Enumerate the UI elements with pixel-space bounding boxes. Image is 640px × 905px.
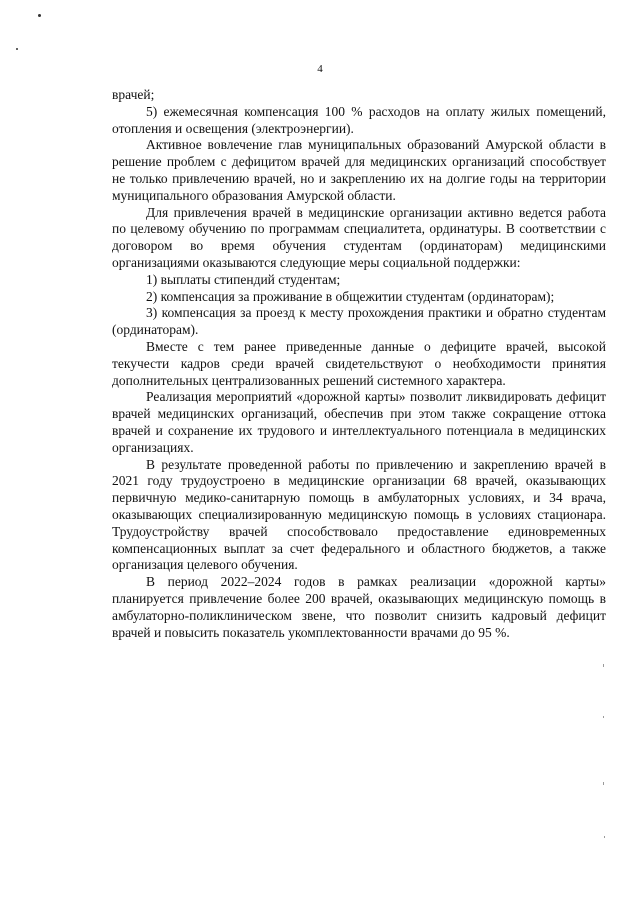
paragraph: Реализация мероприятий «дорожной карты» позволит ликвидировать дефицит врачей медицинских организаций, обеспечив при этом также сокращение оттока врачей и сохранение их трудового и интеллектуального потенциала в медицинских организациях. <box>112 389 606 455</box>
scan-edge-speck <box>603 716 604 718</box>
paragraph: Вместе с тем ранее приведенные данные о дефиците врачей, высокой текучести кадров среди врачей свидетельствуют о необходимости принятия дополнительных централизованных решений системного характера. <box>112 338 606 388</box>
paragraph: В период 2022–2024 годов в рамках реализации «дорожной карты» планируется привлечение более 200 врачей, оказывающих медицинскую помощь в амбулаторно-поликлиническом звене, что позволит снизить кадровый дефицит врачей и повысить показатель укомплектованности врачами до 95 %. <box>112 574 606 640</box>
paragraph: В результате проведенной работы по привлечению и закреплению врачей в 2021 году трудоустроено в медицинские организации 68 врачей, оказывающих первичную медико-санитарную помощь в амбулаторных условиях, и 34 врача, оказывающих специализированную медицинскую помощь в условиях стационара. Трудоустройству врачей способствовало предоставление единовременных компенсационных выплат за счет федерального и областного бюджетов, а также организация целевого обучения. <box>112 456 606 573</box>
scan-edge-speck <box>604 836 605 838</box>
list-item: 3) компенсация за проезд к месту прохождения практики и обратно студентам (ординаторам). <box>112 305 606 338</box>
scan-mark-dot <box>38 14 41 17</box>
scan-mark-dot <box>16 48 18 50</box>
page-number: 4 <box>317 63 323 75</box>
document-body <box>112 87 606 641</box>
list-item: 5) ежемесячная компенсация 100 % расходов на оплату жилых помещений, отопления и освещения (электроэнергии). <box>112 103 606 136</box>
scan-edge-speck <box>603 782 604 785</box>
scan-edge-speck <box>603 664 604 667</box>
paragraph: Активное вовлечение глав муниципальных образований Амурской области в решение проблем с дефицитом врачей для медицинских организаций способствует не только привлечению врачей, но и закреплению их на долгие годы на территории муниципального образования Амурской области. <box>112 137 606 203</box>
paragraph: Для привлечения врачей в медицинские организации активно ведется работа по целевому обучению по программам специалитета, ординатуры. В соответствии с договором во время обучения студентам (ординаторам) медицинскими организациями оказываются следующие меры социальной поддержки: <box>112 204 606 270</box>
list-item: 2) компенсация за проживание в общежитии студентам (ординаторам); <box>146 288 555 304</box>
paragraph: врачей; <box>112 87 155 102</box>
list-item: 1) выплаты стипендий студентам; <box>146 271 341 287</box>
